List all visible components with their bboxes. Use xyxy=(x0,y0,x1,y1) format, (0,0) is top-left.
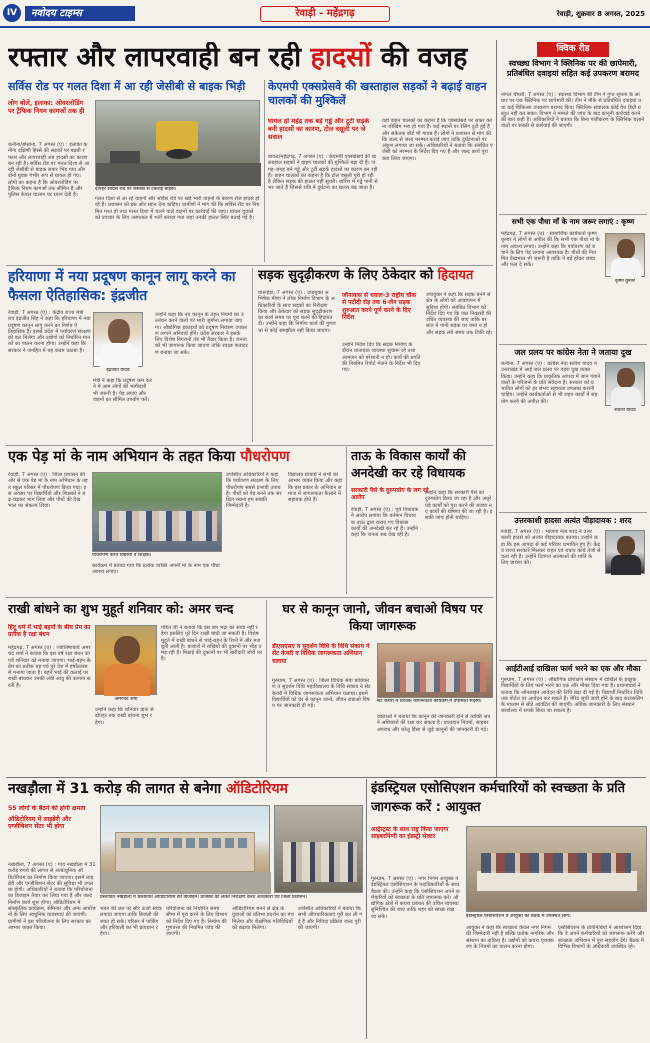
lead-body-left: कनीना/बोसाना, 7 अगस्त (ए) : इलाका कनीना दक्षिणी हिस्से की सड़कों पर बढ़ती रफ्तार और लापरवाही अब हादसों का कारण बन रही है। सर्विस रोड पर गलत दिशा से आ रही जेसीबी से बाइक सवार भिड़ गया और दोनों युवक गंभीर रूप से घायल हो गए। लोगों का कहना है कि ओवरलोडिंग पर ट्रैफिक नियम कागजों तक सीमित हैं और पुलिस केवल चालान पर ध्यान देती है। xyxy=(8,142,90,199)
auditorium-body-2: भवन की छत पर सौर ऊर्जा संयंत्र लगाया जाएगा ताकि बिजली की बचत हो सके। परिसर में पार्किंग और हरियाली का भी प्रावधान रहेगा। xyxy=(100,906,162,938)
roads-headline xyxy=(258,267,493,287)
sidebar-item1-body: नांगल चौधरी, 7 अगस्त (ए) : स्वास्थ्य विभाग की टीम ने गुप्त सूचना के आधार पर एक क्लिनिक पर छापेमारी की। टीम ने मौके से प्रतिबंधित दवाइयां तथा कई चिकित्सा उपकरण बरामद किए। क्लिनिक संचालक कोई वैध डिग्री प्रस्तुत नहीं कर सका। विभाग ने मामले की जांच के बाद कानूनी कार्रवाई करने की बात कही है। अधिकारियों ने बताया कि बिना पंजीकरण के क्लिनिक चलाने वालों पर सख्ती से कार्रवाई की जाएगी। xyxy=(501,92,645,130)
auditorium-bullets xyxy=(8,805,96,859)
lead-headline-text-2: की वजह xyxy=(371,42,468,73)
auditorium-bullet-2: ऑडिटोरियम में लाइब्रेरी और एग्जीबिशन सेंटर भी होगा xyxy=(8,815,71,831)
tree-body-4: विद्यालय प्राचार्य ने सभी का आभार व्यक्त किया और कहा कि इस प्रकार के अभियान समाज में जागरूकता फैलाने में सहायक होते हैं। xyxy=(288,472,343,504)
pollution-body-2: मंत्री ने कहा कि प्रदूषण कम करने में आम लोगों की भागीदारी भी जरूरी है। पेड़ लगाएं और वाहनों का सीमित उपयोग करें। xyxy=(93,378,153,403)
industrial-body-2: आयुक्त ने कहा कि स्वच्छता केवल नगर निगम की जिम्मेदारी नहीं है बल्कि प्रत्येक नागरिक और संस्थान का दायित्व है। उद्योगों को कचरा पृथक्करण के नियमों का पालन करना होगा। xyxy=(466,925,554,950)
lead-photo-caption: दोपहर सर्विस रोड पर जेसीबी से टकराई बाइक। xyxy=(95,187,177,192)
section-divider-3 xyxy=(6,597,493,598)
rakhi-body-1: महेंद्रगढ़, 7 अगस्त (ए) : ज्योतिषाचार्य अमरचंद शर्मा ने बताया कि इस वर्ष रक्षा बंधन का पर्व शनिवार को मनाया जाएगा। भाई-बहन के प्रेम का प्रतीक यह पर्व पूरे देश में हर्षोल्लास से मनाया जाता है। बहनें भाई की कलाई पर राखी बांधकर उनकी लंबी आयु की कामना करती हैं। xyxy=(8,645,91,689)
bottom-divider xyxy=(366,779,367,1039)
auditorium-headline xyxy=(8,779,363,801)
industrial-body-1: गुरुग्राम, 7 अगस्त (ए) : नगर निगम आयुक्त ने इंडस्ट्रियल एसोसिएशन के पदाधिकारियों के साथ बैठक की। उन्होंने कहा कि एसोसिएशन अपने कर्मचारियों को स्वच्छता के प्रति जागरूक करें। औद्योगिक क्षेत्रों में कचरा प्रबंधन की उचित व्यवस्था सुनिश्चित की जाए ताकि शहर को स्वच्छ रखा जा सके। xyxy=(371,876,460,920)
sidebar-rule-4 xyxy=(499,660,647,661)
sidebar-item4-photo xyxy=(605,530,645,574)
sidebar-rule-2 xyxy=(499,344,647,345)
sidebar-divider xyxy=(496,40,497,777)
mla-headline: ताऊ के विकास कार्यों की अनदेखी कर रहे विधायक xyxy=(351,448,466,480)
industrial-bullet: आर्ट्रस्ट्रस्ट के साथ राष्ट्र किया जाएगा साइबरनिंग्गी का इंडस्ट्री सेक्टर xyxy=(371,826,449,841)
tree-group-photo xyxy=(92,472,222,552)
pollution-body-1: रेवाड़ी, 7 अगस्त (ए) : केंद्रीय राज्य मंत्री राव इंद्रजीत सिंह ने कहा कि हरियाणा में नया प्रदूषण कानून लागू करने का निर्णय ऐतिहासिक है। इससे प्रदेश में पर्यावरण संरक्षण को बल मिलेगा और उद्योगों को निर्धारित मानकों का पालन करना होगा। उन्होंने कहा कि सरकार ने जनहित में यह कदम उठाया है। xyxy=(8,310,91,354)
auditorium-rendering-photo xyxy=(100,805,270,893)
lead-body-right1: बावल/महेंद्रगढ़, 7 अगस्त (ए) : केएमपी एक्सप्रेसवे की खस्ताहाल सड़कों ने वाहन चालकों की मुश्किलें बढ़ा दी हैं। जगह-जगह बने गड्ढे और टूटी सड़कें हादसों का कारण बन रही हैं। वाहन चालकों का कहना है कि टोल वसूली पूरी हो रही है लेकिन सड़क की हालत नहीं सुधरी। बारिश में गड्ढे पानी से भर जाते हैं जिससे रात्रि में दुर्घटना का खतरा बढ़ जाता है। xyxy=(268,154,378,192)
rakhi-photo-caption: अमरचंद शर्मा xyxy=(114,697,138,702)
tree-headline-text: एक पेड़ मां के नाम अभियान के तहत किया xyxy=(8,449,241,465)
pollution-photo xyxy=(93,312,143,367)
mla-bullet: सरकारी पैसे के दुरुपयोग के लग रहे आरोप xyxy=(351,487,429,502)
masthead xyxy=(0,0,650,40)
sidebar-item5-headline: आईटीआई दाखिला फार्म भरने का एक और मौका xyxy=(505,664,641,673)
pollution-headline: हरियाणा में नया प्रदूषण कानून लागू करने का फैसला ऐतिहासिक: इंद्रजीत xyxy=(8,269,236,304)
roads-body-2: उन्होंने निर्देश दिए कि सड़क निर्माण के दौरान यातायात व्यवस्था सुचारू रहे तथा आमजन को परेशानी न हो। कार्य की प्रगति की नियमित रिपोर्ट भेजने के निर्देश भी दिए गए। xyxy=(342,342,421,374)
tree-photo-caption: पौधरोपण करते विद्यार्थी व शिक्षक। xyxy=(92,553,152,558)
auditorium-bullet-1: 55 लोगों के बैठने की होगी क्षमता xyxy=(8,805,86,812)
law-body-1: गुरुग्राम, 7 अगस्त (ए) : जिला विधिक सेवा प्राधिकरण व सुदर्शन विधि महाविद्यालय के विधि संकाय ने सेंट केयरी में विधिक जागरूकता अभियान चलाया। इसमें विद्यार्थियों को घर से कानून जानो, जीवन बचाओ विषय पर जानकारी दी गई। xyxy=(272,678,371,710)
section-divider-1 xyxy=(6,265,493,266)
masthead-rule xyxy=(0,26,650,28)
pollution-divider xyxy=(252,268,253,442)
sidebar-item3-photo xyxy=(605,362,645,406)
rakhi-body-3: पंडित जी ने बताया कि इस बार भद्रा का साया नहीं रहेगा इसलिए पूरे दिन राखी बांधी जा सकती है। विशेष मुहूर्त में राखी बांधने से भाई-बहन के रिश्ते में और मजबूती आती है। बाजारों में राखियों की दुकानों पर भीड़ उमड़ रही है। मिठाई की दुकानों पर भी खरीदारी जोरों पर है। xyxy=(161,625,263,663)
sidebar-item2-body: महेंद्रगढ़, 7 अगस्त (ए) : सामाजिक कार्यकर्ता कृष्ण कुमार ने लोगों से अपील की कि सभी एक पौधा मां के नाम अवश्य लगाएं। उन्होंने कहा कि पर्यावरण को बचाने के लिए पेड़ लगाना आवश्यक है। पौधों की नियमित देखभाल भी जरूरी है ताकि वे बड़े होकर छाया और फल दे सकें। xyxy=(501,231,600,269)
lead-body-right2: यहां वाहन चालकों का कहना है कि एक्सप्रेसवे पर सफर करना जोखिम भरा हो गया है। कई स्थानों पर रेलिंग टूटी हुई है और संकेतक बोर्ड भी गायब हैं। लोगों ने प्रशासन से मांग की कि जल्द से जल्द मरम्मत कराई जाए ताकि दुर्घटनाओं पर अंकुश लगाया जा सके। अधिकारियों ने बताया कि संबंधित एजेंसी को मरम्मत के निर्देश दिए गए हैं और जल्द कार्य पूरा करा लिया जाएगा। xyxy=(382,118,493,162)
lead-headline-highlight: हादसों xyxy=(310,42,372,73)
sidebar-item4-headline: उत्तरकाशी हादसा अत्यंत पीड़ादायक : शरद xyxy=(514,516,632,525)
sidebar-item2-photo xyxy=(605,233,645,277)
industrial-meeting-photo xyxy=(466,826,647,912)
industrial-photo-caption: इंडस्ट्रियल एसोसिएशन व आयुक्त की बैठक में उपस्थित लोग। xyxy=(466,914,571,919)
tree-body-3: उपस्थित अधिकारियों ने कहा कि पर्यावरण संरक्षण के लिए पौधरोपण सबसे प्रभावी उपाय है। पौधों को पेड़ बनने तक संरक्षित रखना हम सबकी जिम्मेदारी है। xyxy=(226,472,282,510)
rakhi-headline: राखी बांधने का शुभ मुहूर्त शनिवार को: अमर चन्द xyxy=(8,601,234,616)
sidebar-item2-headline: सभी एक पौधा माँ के नाम जरूर लगाएं : कृष्ण xyxy=(511,217,635,226)
lead-headline xyxy=(8,42,493,76)
lead-subhead-left: सर्विस रोड पर गलत दिशा में आ रही जेसीबी से बाइक भिड़ी xyxy=(8,80,246,93)
law-headline: घर से कानून जानो, जीवन बचाओ विषय पर किया जागरूक xyxy=(282,601,483,633)
sidebar-rule-1 xyxy=(499,214,647,215)
rakhi-photo xyxy=(95,625,157,695)
tree-body-2: कार्यक्रम में बताया गया कि प्रत्येक व्यक्ति अपनी मां के नाम एक पौधा अवश्य लगाए। xyxy=(92,563,220,576)
law-photo xyxy=(377,643,493,698)
lead-divider xyxy=(264,80,265,262)
sidebar-item1-headline: स्वच्छ्य विभाग ने क्लिनिक पर की छापेमारी, प्रतिबंधित दवाइयां सहित कई उपकरण बरामद xyxy=(506,59,640,78)
lead-subhead-right: केएमपी एक्सप्रेसवे की खस्ताहाल सड़कों ने बढ़ाई वाहन चालकों की मुश्किलें xyxy=(268,80,487,107)
page-number-badge: IV xyxy=(3,4,21,22)
auditorium-body-3: परियोजना को निर्धारित समय सीमा में पूरा करने के लिए विभाग को निर्देश दिए गए हैं। निर्माण की गुणवत्ता की नियमित जांच की जाएगी। xyxy=(166,906,228,938)
industrial-headline: इंडस्ट्रियल एसोसिएशन कर्मचारियों को स्वच्छता के प्रति जागरूक करें : आयुक्त xyxy=(371,781,626,815)
roads-bullet: जौनावास से धवाल-3 राष्ट्रीय चौक से पटौदी रोड़ तक 6-लेन सड़क शुरुआत करने पूर्ण करने के दिए निर्देश xyxy=(342,292,417,322)
tree-headline xyxy=(8,447,343,469)
sidebar-item5-body: गुरुग्राम, 7 अगस्त (ए) : औद्योगिक प्रशिक्षण संस्थान में दाखिले के इच्छुक विद्यार्थियों के लिए फार्म भरने का एक और मौका दिया गया है। प्रधानाचार्य ने बताया कि ऑनलाइन आवेदन की तिथि बढ़ा दी गई है। विद्यार्थी निर्धारित तिथि तक पोर्टल पर आवेदन कर सकते हैं। मेरिट सूची जारी होने के बाद काउंसलिंग के माध्यम से सीटें आवंटित की जाएंगी। अधिक जानकारी के लिए संस्थान कार्यालय में संपर्क किया जा सकता है। xyxy=(501,677,644,715)
sidebar-item3-body: कनीना, 7 अगस्त (ए) : कांग्रेस नेता सतीश यादव ने उत्तराखंड में आई जल प्रलय पर गहरा दुख व्यक्त किया। उन्होंने कहा कि प्राकृतिक आपदा में जान गंवाने वालों के परिजनों के प्रति संवेदना है। सरकार को प्रभावित लोगों को हर संभव सहायता उपलब्ध करानी चाहिए। उन्होंने कार्यकर्ताओं से भी राहत कार्यों में सहयोग करने की अपील की। xyxy=(501,361,601,405)
auditorium-inspection-photo xyxy=(274,805,363,893)
roads-headline-highlight: हिदायत xyxy=(437,268,474,283)
paper-name: नवोदय टाइम्स xyxy=(25,6,135,21)
sidebar xyxy=(499,40,647,777)
sidebar-item3-headline: जल प्रलय पर कांग्रेस नेता ने जताया दुख xyxy=(514,348,632,357)
law-bullet: डीएलएसए व सुदर्शन विधि के विधि संकाय ने सेंट केयरी व विधिक जागरूकता अभियान चलाया xyxy=(272,643,370,665)
auditorium-headline-highlight: ऑडिटोरियम xyxy=(226,781,288,797)
auditorium-body-1: नखड़ौला, 7 अगस्त (ए) : गांव नखड़ौला में 31 करोड़ रुपये की लागत से अत्याधुनिक ऑडिटोरियम का निर्माण किया जाएगा। इसमें लाइब्रेरी और एग्जीबिशन सेंटर की सुविधा भी उपलब्ध होगी। अधिकारियों ने बताया कि परियोजना का डिजाइन तैयार कर लिया गया है और जल्द निर्माण कार्य शुरू होगा। ऑडिटोरियम में सांस्कृतिक कार्यक्रम, सेमिनार और अन्य आयोजनों के लिए आधुनिक व्यवस्थाएं की जाएंगी। ग्रामीणों ने इस परियोजना के लिए सरकार का आभार व्यक्त किया। xyxy=(8,862,96,931)
sidebar-item3-caption: सतीश यादव xyxy=(614,408,636,413)
law-body-2: वक्ताओं ने बताया कि कानून की जानकारी होने से व्यक्ति अपने अधिकारों की रक्षा कर सकता है। यातायात नियमों, साइबर अपराध और घरेलू हिंसा से जुड़े कानूनों की जानकारी दी गई। xyxy=(377,714,491,733)
lead-headline-text: रफ्तार और लापरवाही बन रही xyxy=(8,42,311,73)
roads-body-1: धारूहेड़ा, 7 अगस्त (ए) : उपायुक्त अभिषेक मीणा ने लोक निर्माण विभाग के अधिकारियों के साथ सड़कों का निरीक्षण किया और ठेकेदार को सड़क सुदृढ़ीकरण का कार्य समय पर पूरा करने की हिदायत दी। उन्होंने कहा कि निर्माण कार्य की गुणवत्ता से कोई समझौता नहीं किया जाएगा। xyxy=(258,290,336,334)
section-divider-4 xyxy=(6,777,646,778)
lead-accident-photo xyxy=(95,100,260,185)
quick-read-label: क्विक रीड xyxy=(537,42,609,57)
lead-bullet-left: लोग बोले, इलाका: ओवरलोडिंग पर ट्रैफिक नियम कागजों तक ही xyxy=(8,99,85,115)
law-photo-caption: सेंट केयरी में विधिक जागरूकता कार्यक्रम में उपस्थित सदस्य। xyxy=(377,699,482,704)
section-divider-2 xyxy=(6,445,493,446)
date-line: रेवाड़ी, शुक्रवार 8 अगस्त, 2025 xyxy=(556,10,645,18)
roads-body-3: उपायुक्त ने कहा कि सड़क बनने से क्षेत्र के लोगों को आवागमन में सुविधा होगी। संबंधित विभाग को निर्देश दिए गए कि जल निकासी की उचित व्यवस्था की जाए ताकि बरसात में पानी सड़क पर जमा न हो और सड़क लंबे समय तक टिकी रहे। xyxy=(426,292,493,336)
city-label: रेवाड़ी - महेंद्रगढ़ xyxy=(260,6,390,22)
auditorium-photo-caption: प्रस्तावित नखड़ौला में प्रस्तावित ऑडिटोरियम का डिजाइन। प्रोजेक्ट को लेकर निरीक्षण करते अधिकारी एवं जिला प्रशासन। xyxy=(100,895,308,900)
rakhi-divider xyxy=(266,600,267,772)
tree-headline-highlight: पौधरोपण xyxy=(240,449,290,465)
tree-body-1: रेवाड़ी, 7 अगस्त (ए) : जिला प्रशासन की ओर से एक पेड़ मां के नाम अभियान के तहत स्कूल परिसर में पौधरोपण किया गया। इस अवसर पर विद्यार्थियों और शिक्षकों ने बढ़-चढ़कर भाग लिया और पौधों की देखभाल का संकल्प लिया। xyxy=(8,472,88,510)
pollution-body-3: उन्होंने कहा कि नए कानून के तहत नियमों का उल्लंघन करने वालों पर भारी जुर्माना लगाया जाएगा। औद्योगिक इकाइयों को प्रदूषण नियंत्रण उपकरण लगाने अनिवार्य होंगे। प्रदेश सरकार ने इसके लिए विशेष निगरानी तंत्र भी तैयार किया है। जनता को भी जागरूक किया जाएगा ताकि स्वच्छ वातावरण बनाया जा सके। xyxy=(155,312,248,356)
roads-headline-text: सड़क सुदृढ़ीकरण के लिए ठेकेदार को xyxy=(258,268,438,283)
sidebar-item2-caption: कृष्ण कुमार xyxy=(615,279,635,284)
rakhi-bullet: हिंदू धर्म में भाई बहनों के बीच प्रेम का प्रतीक है रक्षा बंधन xyxy=(8,624,91,639)
lead-bullet-mid: घायल हो महेंद्र तक बड़े गड्ढे और टूटी सड़कें बनी हादसों का कारण, टोल वसूली पर जे सवाल xyxy=(268,118,370,141)
auditorium-headline-text: नखड़ौला में 31 करोड़ की लागत से बनेगा xyxy=(8,781,226,797)
industrial-body-3: एसोसिएशन के प्रतिनिधियों ने आश्वासन दिया कि वे अपने कर्मचारियों को जागरूक करेंगे और स्वच्छता अभियान में पूरा सहयोग देंगे। बैठक में विभिन्न विभागों के अधिकारी उपस्थित रहे। xyxy=(558,925,645,950)
pollution-photo-caption: इंद्रजीत यादव xyxy=(106,368,130,373)
sidebar-item4-body: रेवाड़ी, 7 अगस्त (ए) : भाजपा नेता शरद ने उत्तरकाशी हादसे को अत्यंत पीड़ादायक बताया। उन्होंने कहा कि इस आपदा से कई परिवार प्रभावित हुए हैं। केंद्र व राज्य सरकारें मिलकर राहत एवं बचाव कार्य तेजी से चला रही हैं। उन्होंने दिवंगत आत्माओं की शांति के लिए प्रार्थना की। xyxy=(501,529,601,567)
lead-body-mid: गलत दिशा से आ रहे वाहनों और सर्विस रोड पर खड़े भारी वाहनों के कारण रोज हादसे हो रहे हैं। प्रशासन को इस ओर ध्यान देना चाहिए। ग्रामीणों ने मांग की कि सर्विस रोड पर नियमित गश्त हो तथा गलत दिशा में चलने वाले वाहनों पर कार्रवाई की जाए। घायल युवकों को उपचार के लिए अस्पताल में भर्ती कराया गया जहां उनकी हालत स्थिर बताई गई है। xyxy=(95,196,260,221)
mla-body-2: उन्होंने कहा कि सरकारी पैसे का दुरुपयोग किया जा रहा है और अधूरे पड़े कार्यों को पूरा करने की बजाय नए कार्यों की घोषणा की जा रही है। इसकी जांच होनी चाहिए। xyxy=(425,490,493,522)
mla-body-1: रेवाड़ी, 7 अगस्त (ए) : पूर्व विधायक ने आरोप लगाया कि वर्तमान विधायक ताऊ द्वारा कराए गए विकास कार्यों की अनदेखी कर रहे हैं। उन्होंने कहा कि जनता सब देख रही है। xyxy=(351,507,419,539)
rakhi-body-2: उन्होंने कहा कि शनिवार प्रातः से दोपहर तक राखी बांधना शुभ रहेगा। xyxy=(95,707,154,726)
auditorium-body-4: ऑडिटोरियम बनने से क्षेत्र के युवाओं को प्रतिभा प्रदर्शन का मंच मिलेगा और शैक्षणिक गतिविधियों को बढ़ावा मिलेगा। xyxy=(232,906,294,931)
auditorium-body-5: उपस्थित अधिकारियों ने बताया कि सभी औपचारिकताएं पूरी कर ली गई हैं और निविदा प्रक्रिया जल्द पूरी की जाएगी। xyxy=(298,906,363,931)
sidebar-rule-3 xyxy=(499,512,647,513)
tree-divider xyxy=(346,447,347,594)
